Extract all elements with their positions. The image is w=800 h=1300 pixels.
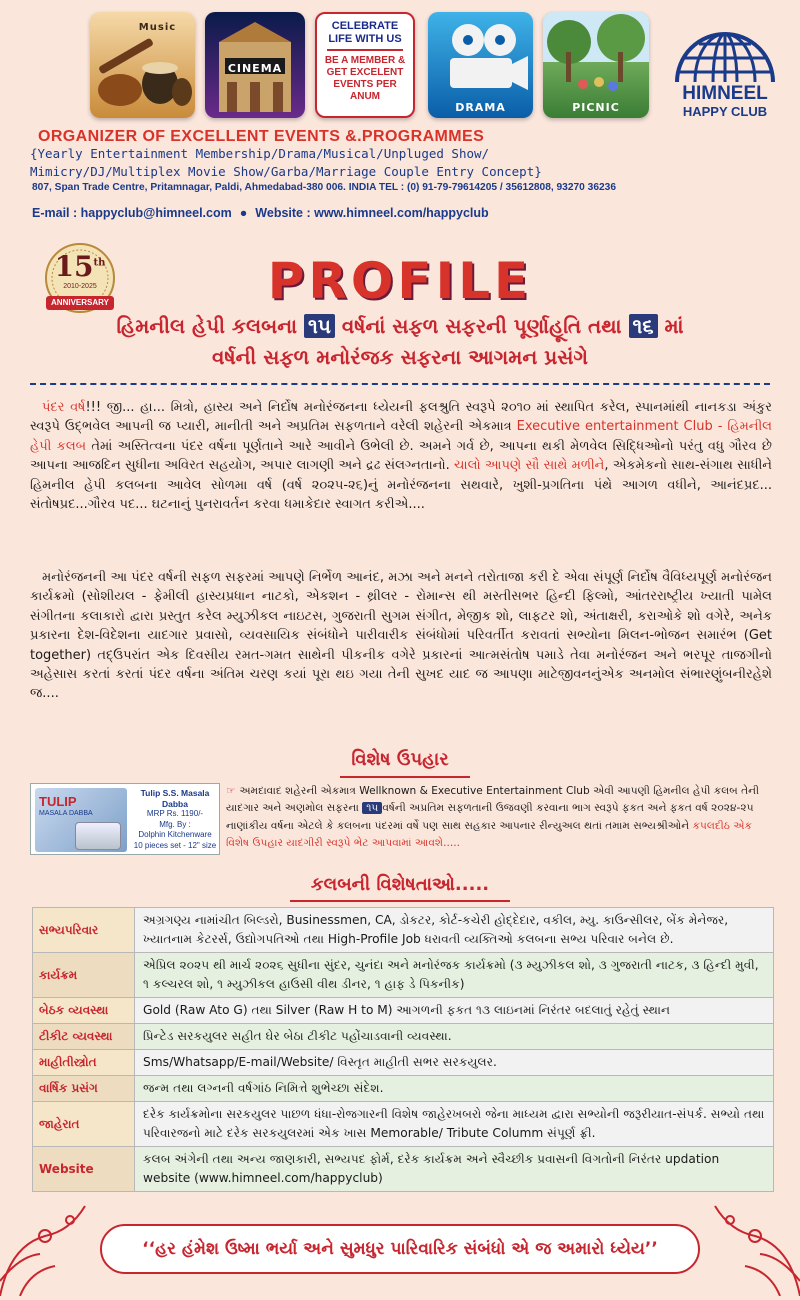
masala-dabba-box [35, 788, 127, 852]
product-spec: 10 pieces set - 12" size [133, 840, 217, 850]
feature-value: એપ્રિલ ૨૦૨૫ થી માર્ચ ૨૦૨૬ સુધીના સુંદર, ચુનંદા અને મનોરંજક કાર્યક્રમો (૩ મ્યુઝીકલ શો, ૩ ગુજરાતી નાટક, ૩ હિન્દી મુવી, ૧ કલ્ચરલ શો, ૧ મ્યુઝીકલ હાઉસી વીથ ડીનર, ૧ હાફ ડે પિકનીક) [135, 953, 774, 998]
box-product: MASALA DABBA [39, 810, 93, 817]
headline-text-c: માં [664, 314, 684, 338]
feature-key: માહીતીસ્ત્રોત [33, 1050, 135, 1076]
table-row [33, 1076, 774, 1102]
dashed-divider [30, 383, 770, 385]
feature-value: કલબ અંગેની તથા અન્ય જાણકારી, સભ્યપદ ફોર્મ, દરેક કાર્યક્રમ અને સ્વૈચ્છીક પ્રવાસની વિગતોની નિરંતર updation website (www.himneel.com/happyclub) [135, 1147, 774, 1192]
feature-key: જાહેરાત [33, 1102, 135, 1147]
masala-tin-icon [75, 822, 121, 850]
organizer-services-line-1: {Yearly Entertainment Membership/Drama/Musical/Unpluged Show/ [30, 146, 490, 161]
intro-club-name: Executive entertainment Club - હિમનીલ હેપી કલબ [30, 419, 773, 454]
feature-key: બેઠક વ્યવસ્થા [33, 998, 135, 1024]
feature-key: ટીકીટ વ્યવસ્થા [33, 1024, 135, 1050]
drama-caption: DRAMA [455, 101, 506, 114]
table-row [33, 1024, 774, 1050]
history-text: મનોરંજનની આ પંદર વર્ષની સફળ સફરમાં આપણે નિર્ભેળ આનંદ, મઝા અને મનને તરોતાજા કરી દે એવા સંપૂર્ણ નિર્દોષ વૈવિધ્યપૂર્ણ મનોરંજન કાર્યક્રમો (સોશીયલ - ફેમીલી હાસ્યપ્રધાન નાટકો, એકશન - થ્રીલર - રોમાન્સ થી મસ્તીસભર હિન્દી ફિલ્મો, આંતરરાષ્ટ્રીય ખ્યાતી પામેલ સંગીતના કલાકારો દ્વારા પ્રસ્તુત કરેલ મ્યુઝીકલ નાઇટસ, ગુજરાતી સુગમ સંગીત, મેજીક શો, લાફટર શો, અંતાક્ષરી, કરાઓકે શો વગેરે, અનેક પ્રકારના દેશ-વિદેશના યાદગાર પ્રવાસો, વ્યવસાયિક સંબંધોને પારીવારીક સંબંધોમાં પરિવર્તીત કરાવતાં સભ્યોના મિલન-ભોજન સમારંભ (Get together) તદ્ઉપરાંત એક દિવસીય રમત-ગમત સાથેની પીકનીક વગેરે પ્રકારનાં આત્મસંતોષ પમાડે તેવા મનોરંજન અને ભરપૂર તાજગીનો અહેસાસ કરતાં કરતાં પંદર વર્ષના અંતિમ ચરણ કયાં પૂરા થઇ ગયા તેની સુખદ યાદ જ આપણા માટેજીવનનુંએક અનમોલ સંભારણુંબનીરહેશે જ.... [30, 570, 772, 702]
logo-subtitle: HAPPY CLUB [682, 104, 768, 119]
gift-text-highlight: કપલદીઠ એક વિશેષ ઉપહાર યાદગીરી સ્વરૂપે ભેટ આપવામાં આવશે..... [226, 819, 752, 850]
profile-title: PROFILE [267, 252, 533, 310]
headline-line-1 [30, 314, 770, 338]
table-row [33, 1102, 774, 1147]
picnic-caption: PICNIC [572, 101, 620, 114]
table-row [33, 908, 774, 953]
feature-value: જન્મ તથા લગ્નની વર્ષગાંઠ નિમિત્તે શુભેચ્છા સંદેશ. [135, 1076, 774, 1102]
celebrate-offer: BE A MEMBER & GET EXCELENT EVENTS PER ANUM [324, 55, 406, 102]
organizer-title: ORGANIZER OF EXCELLENT EVENTS &.PROGRAMMES [38, 128, 485, 145]
feature-value: Gold (Raw Ato G) તથા Silver (Raw H to M) આગળની ફકત ૧૩ લાઇનમાં નિરંતર બદલાતું રહેતું સ્થાન [135, 998, 774, 1024]
feature-value: Sms/Whatsapp/E-mail/Website/ વિસ્તૃત માહીતી સભર સરકયુલર. [135, 1050, 774, 1076]
gift-text-b: વર્ષની અપ્રતિમ સફળતાની ઉજવણી કરવાના ભાગ સ્વરૂપે ફકત અને ફકત વર્ષ ૨૦૨૪-૨૫ નાણાંકીય વર્ષના એટલે કે કલબના પંદરમાં વર્ષે પણ સાથ સહકાર આપનાર રીન્યુઅલ થતાં તમામ સભ્યશ્રીઓને [226, 802, 754, 832]
table-row [33, 1147, 774, 1192]
gift-description [226, 783, 772, 853]
product-mfg-label: Mfg. By : [159, 819, 191, 829]
table-row [33, 1050, 774, 1076]
history-paragraph [30, 568, 772, 704]
logo-title: HIMNEEL [682, 83, 768, 104]
headline-line-2: વર્ષની સફળ મનોરંજક સફરના આગમન પ્રસંગે [211, 345, 588, 369]
features-section-title: કલબની વિશેષતાઓ..... [310, 874, 490, 895]
headline-text-a: હિમનીલ હેપી કલબના [116, 314, 298, 338]
drama-tile [428, 12, 533, 118]
intro-paragraph [30, 398, 772, 514]
corner-ornament-right-icon [710, 1186, 800, 1296]
headline-number-15: ૧૫ [304, 314, 335, 338]
celebrate-headline: CELEBRATE LIFE WITH US [328, 20, 402, 45]
product-mrp: MRP Rs. 1190/- [146, 809, 204, 818]
celebrate-divider [327, 49, 403, 51]
gift-text-a: અમદાવાદ શહેરની એકમાત્ર Wellknown & Executive Entertainment Club એવી આપણી હિમનીલ હેપી કલબ તેની યાદગાર અને અણમોલ સફરના [226, 785, 760, 815]
intro-call-to-action: ચાલો આપણે સૌ સાથે મળીને [453, 458, 605, 474]
music-tile [90, 12, 195, 118]
feature-key: Website [33, 1147, 135, 1192]
header-banner [0, 0, 800, 128]
table-row [33, 953, 774, 998]
email-link[interactable]: E-mail : happyclub@himneel.com [32, 206, 232, 220]
gift-product-image [30, 783, 220, 855]
badge-years: 2010-2025 [63, 283, 97, 290]
feature-value: અગ્રગણ્ય નામાંચીત બિલ્ડરો, Businessmen, CA, ડોકટર, કોર્ટ-કચેરી હોદ્દેદાર, વકીલ, મ્યુ. કાઉન્સીલર, બેંક મેનેજર, ખ્યાતનામ કેટરર્સ, ઉદ્યોગપતિઓ તથા High-Profile Job ધરાવતી વ્યક્તિઓ કલબના સભ્ય પરિવાર બનેલ છે. [135, 908, 774, 953]
corner-ornament-left-icon [0, 1186, 90, 1296]
product-maker: Dolphin Kitchenware [138, 830, 212, 839]
cinema-tile [205, 12, 305, 118]
celebrate-tile [315, 12, 415, 118]
gift-title-underline [340, 776, 470, 778]
headline-number-16: ૧૬ [629, 314, 658, 338]
cinema-caption: CINEMA [227, 62, 283, 75]
website-link[interactable]: Website : www.himneel.com/happyclub [255, 206, 489, 220]
picnic-tile [543, 12, 649, 118]
bullet-separator: ● [239, 206, 248, 220]
features-title-underline [290, 900, 510, 902]
gift-section-title: વિશેષ ઉપહાર [351, 749, 449, 770]
features-table [32, 907, 774, 1192]
intro-text-2: તેમાં અસ્તિત્વના પંદર વર્ષના પૂર્ણતાને આરે આવીને ઉભેલી છે. અમને ગર્વ છે, આપના થકી મેળવેલ સિદ્ધિઓનો પરંતુ વધુ ગૌરવ છે આપના આજદિન સુધીના અવિરત સહયોગ, અપાર લાગણી અને દ્રઢ સંલગ્નતાનો. [30, 438, 772, 474]
feature-value: દરેક કાર્યક્રમોના સરકયુલર પાછળ ધંધા-રોજગારની વિશેષ જાહેરખબરો જેના માધ્યમ દ્વારા સભ્યોની જરૂરીયાત-સંપર્ક. સભ્યો તથા પરિવારજનો માટે દરેક સરકયુલરમાં એક ખાસ Memorable/ Tribute Columm સંપૂર્ણ ફ્રી. [135, 1102, 774, 1147]
intro-lead: પંદર વર્ષ [42, 400, 86, 415]
organizer-services-line-2: Mimicry/DJ/Multiplex Movie Show/Garba/Marriage Couple Entry Concept} [30, 164, 542, 179]
box-brand: TULIP [39, 794, 77, 809]
music-caption: Music [138, 22, 177, 33]
headline-text-b: વર્ષનાં સફળ સફરની પૂર્ણાહૂતિ તથા [341, 314, 622, 338]
table-row [33, 998, 774, 1024]
gift-number-15: ૧૫ [362, 802, 382, 814]
contact-line [32, 206, 489, 220]
product-details [131, 788, 219, 851]
badge-label: ANNIVERSARY [51, 298, 109, 307]
intro-text-1: !!! જી... હા... મિત્રો, હાસ્ય અને નિર્દોષ મનોરંજનના ધ્યેયની ફલશ્રુતિ સ્વરૂપે ૨૦૧૦ માં સ્થાપિત કરેલ, સ્પાનમાંથી નાનકડા અંકુર સ્વરૂપે ઉદ્ભવેલ આપની જ પ્યારી, માનીતી અને અપ્રતિમ સફળતાને વરેલી શહેરની એકમાત્ર [30, 400, 772, 435]
hand-pointer-icon: ☞ [226, 785, 236, 797]
club-motto: ‘‘હર હંમેશ ઉષ્મા ભર્યા અને સુમધુર પારિવારિક સંબંધો એ જ અમારો ધ્યેય’’ [100, 1224, 700, 1274]
globe-logo-icon [655, 10, 795, 84]
product-name: Tulip S.S. Masala Dabba [140, 788, 210, 809]
intro-text-3: , એકમેકનો સાથ-સંગાથ સાધીને હિમનીલ હેપી કલબના આવેલ સોળમા વર્ષ (વર્ષ ૨૦૨૫-૨૬)નું મનોરંજનના સથવારે, ખુશી-પ્રગતિના પંથે આગળ વધીને, આનંદપ્રદ... સંતોષપ્રદ...ગૌરવ પદ... ઘટનાનું પુનરાવર્તન કરવા ધમાકેદાર સ્વાગત કરીએ.... [30, 458, 772, 513]
feature-key: સભ્યપરિવાર [33, 908, 135, 953]
himneel-logo [655, 10, 795, 122]
badge-number-text: 15 [54, 250, 94, 283]
feature-key: વાર્ષિક પ્રસંગ [33, 1076, 135, 1102]
feature-key: કાર્યક્રમ [33, 953, 135, 998]
badge-suffix: th [93, 257, 106, 269]
club-address: 807, Span Trade Centre, Pritamnagar, Paldi, Ahmedabad-380 006. INDIA TEL : (0) 91-79-79614205 / 35612808, 93270 36236 [32, 182, 617, 193]
feature-value: પ્રિન્ટેડ સરકયુલર સહીત ઘેર બેઠા ટીકીટ પહોંચાડવાની વ્યવસ્થા. [135, 1024, 774, 1050]
